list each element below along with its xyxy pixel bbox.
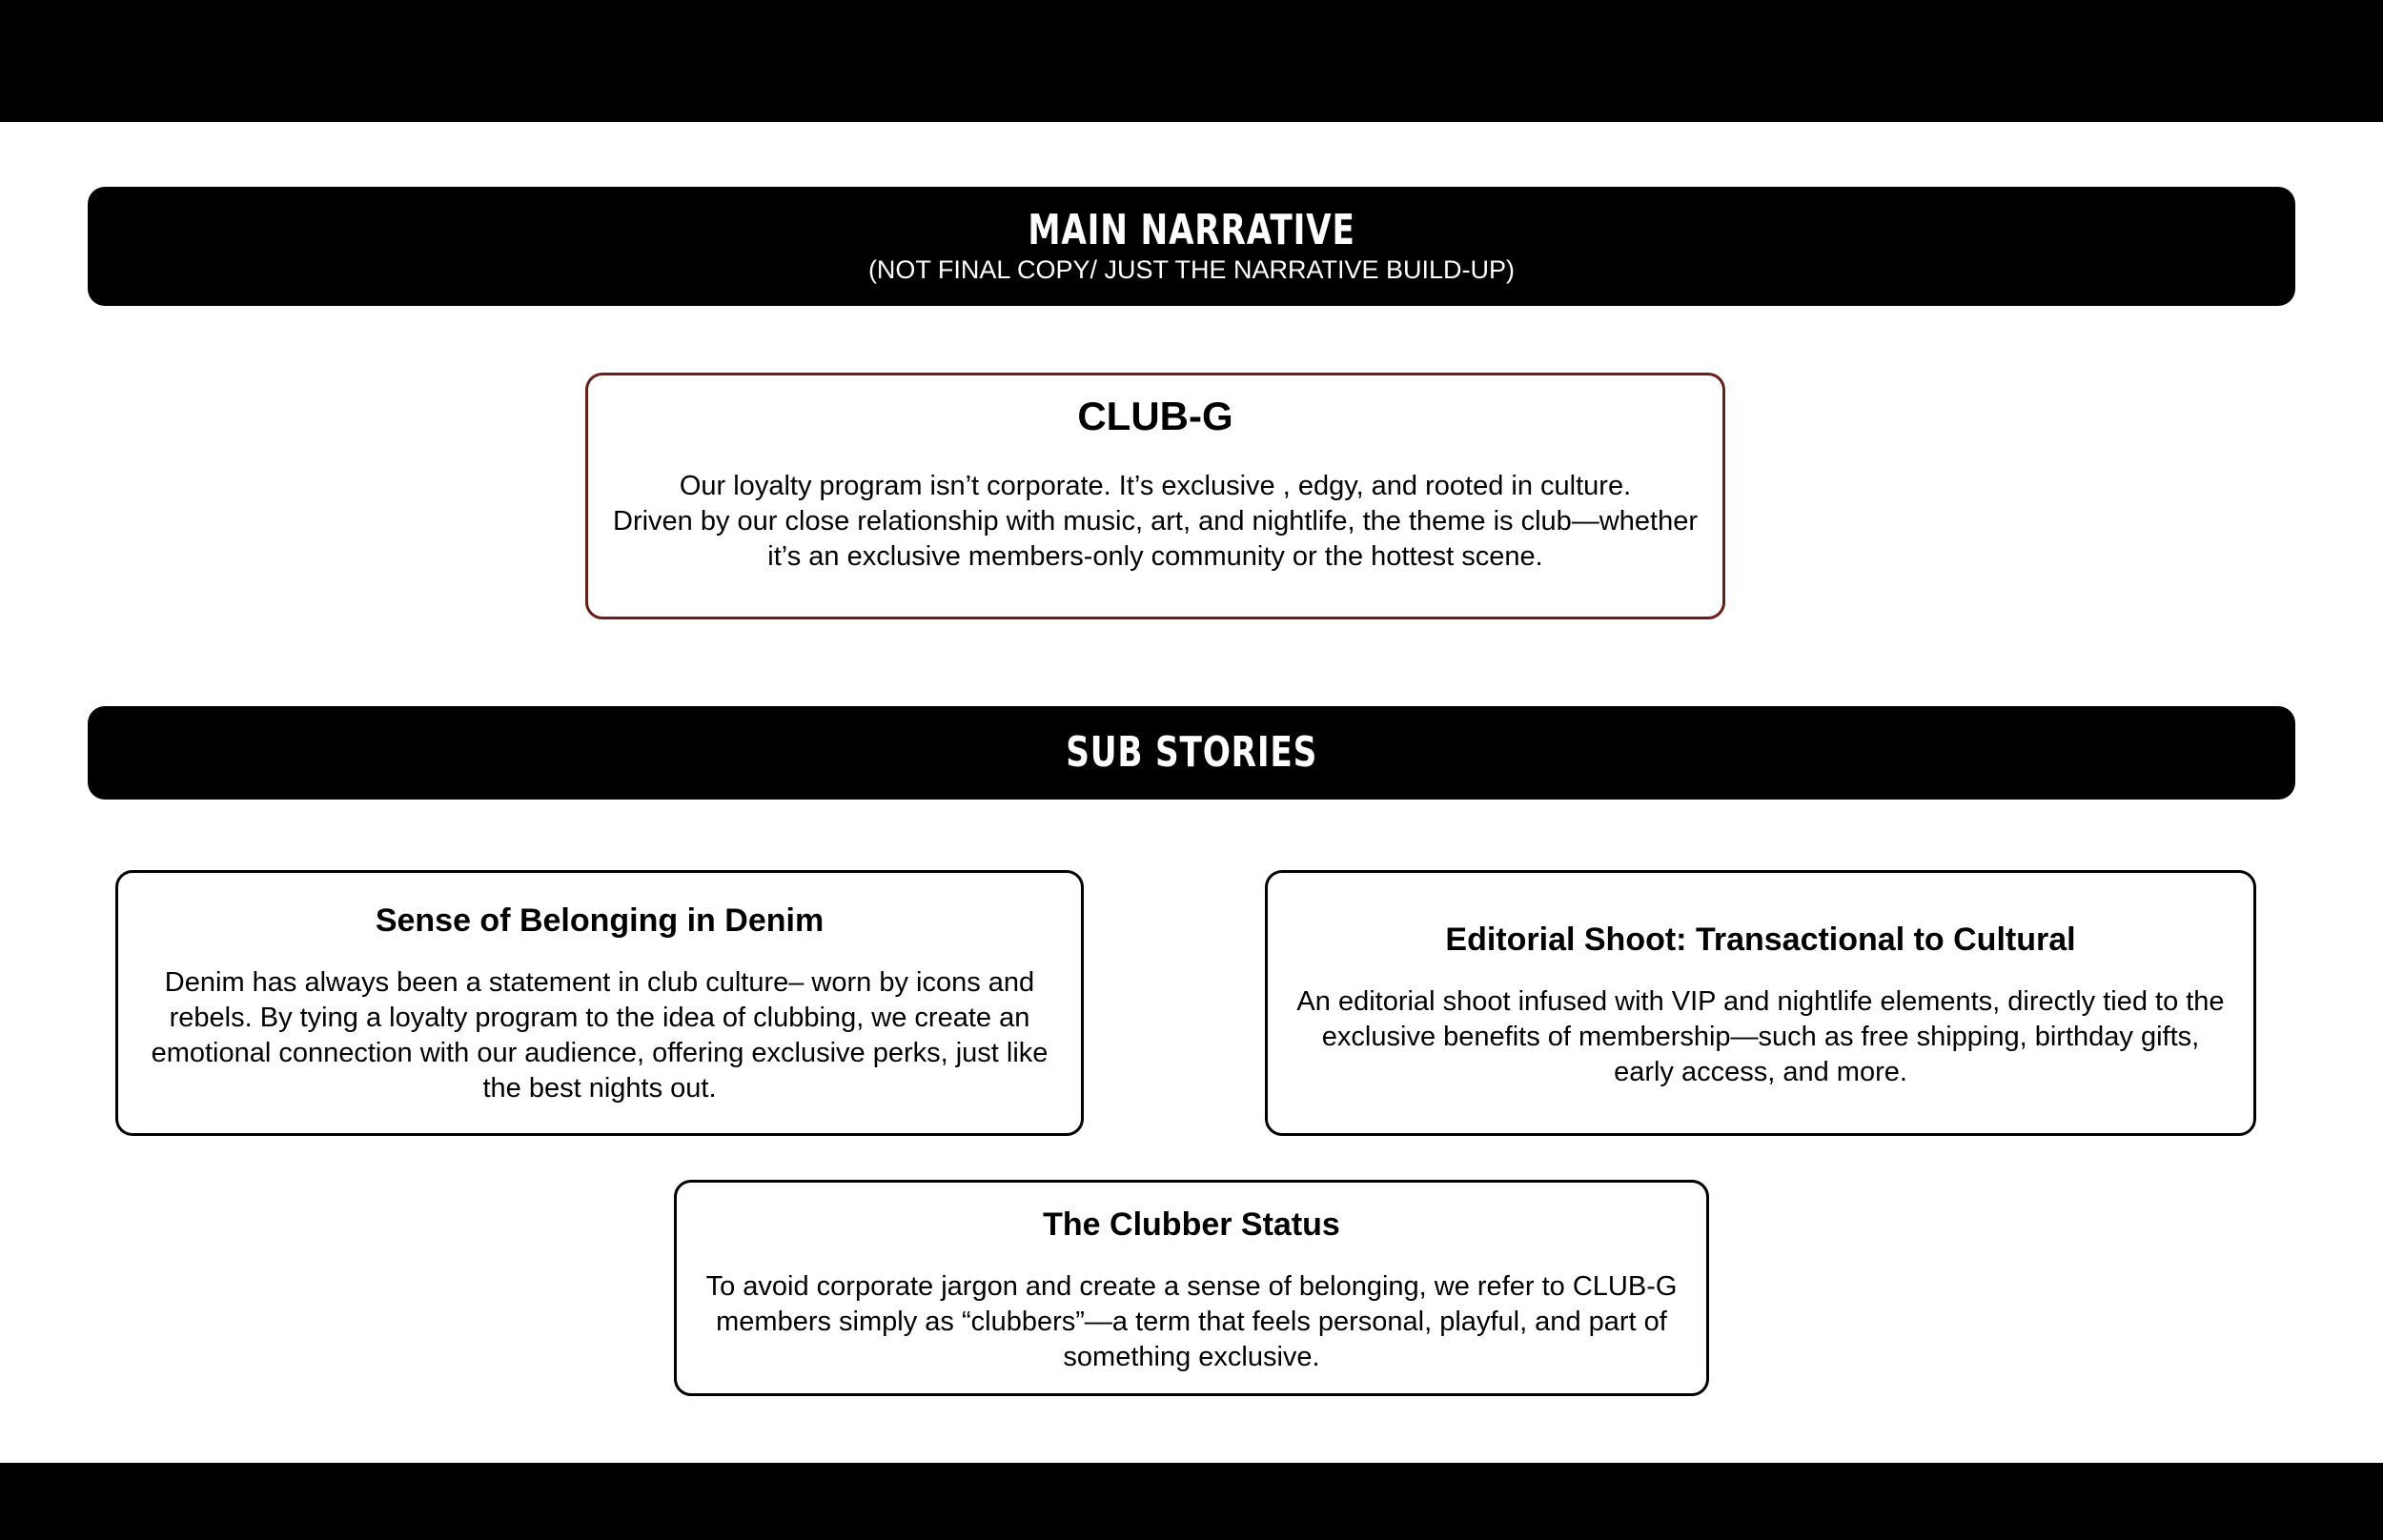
club-g-body-line: Our loyalty program isn’t corporate. It’s exclusive , edgy, and rooted in culture. xyxy=(679,471,1632,502)
main-narrative-title: MAIN NARRATIVE xyxy=(1028,205,1355,254)
club-g-body-line: it’s an exclusive members-only community or the hottest scene. xyxy=(767,541,1543,573)
main-narrative-banner xyxy=(88,187,2295,306)
editorial-title: Editorial Shoot: Transactional to Cultural xyxy=(1445,922,2076,958)
club-g-card xyxy=(585,373,1725,619)
belonging-title: Sense of Belonging in Denim xyxy=(375,902,825,939)
sub-stories-banner xyxy=(88,706,2295,800)
clubber-status-body xyxy=(677,1269,1706,1375)
club-g-body xyxy=(588,469,1722,575)
club-g-body-line: Driven by our close relationship with music, art, and nightlife, the theme is club—whether xyxy=(613,506,1698,537)
belonging-body-line: the best nights out. xyxy=(482,1072,717,1104)
belonging-body-line: Denim has always been a statement in club culture– worn by icons and xyxy=(164,966,1035,998)
main-narrative-subtitle: (NOT FINAL COPY/ JUST THE NARRATIVE BUILD-UP) xyxy=(867,255,1516,285)
belonging-body-line: rebels. By tying a loyalty program to the idea of clubbing, we create an xyxy=(169,1002,1030,1033)
belonging-card xyxy=(115,870,1084,1136)
belonging-body-line: emotional connection with our audience, offering exclusive perks, just like xyxy=(151,1037,1049,1068)
club-g-title: CLUB-G xyxy=(1077,394,1233,438)
clubber-status-body-line: members simply as “clubbers”—a term that feels personal, playful, and part of xyxy=(716,1306,1667,1337)
clubber-status-body-line: To avoid corporate jargon and create a sense of belonging, we refer to CLUB-G xyxy=(705,1270,1678,1302)
clubber-status-card xyxy=(674,1180,1709,1396)
bottom-black-bar xyxy=(0,1463,2383,1540)
clubber-status-body-line: something exclusive. xyxy=(1063,1341,1320,1372)
top-black-bar xyxy=(0,0,2383,122)
sub-stories-title: SUB STORIES xyxy=(1066,727,1317,777)
editorial-card xyxy=(1265,870,2256,1136)
editorial-body-line: exclusive benefits of membership—such as free shipping, birthday gifts, xyxy=(1321,1021,2200,1052)
editorial-body xyxy=(1268,984,2253,1090)
belonging-body xyxy=(118,965,1081,1106)
editorial-body-line: An editorial shoot infused with VIP and nightlife elements, directly tied to the xyxy=(1296,985,2225,1017)
editorial-body-line: early access, and more. xyxy=(1614,1056,1907,1087)
clubber-status-title: The Clubber Status xyxy=(1043,1206,1340,1243)
